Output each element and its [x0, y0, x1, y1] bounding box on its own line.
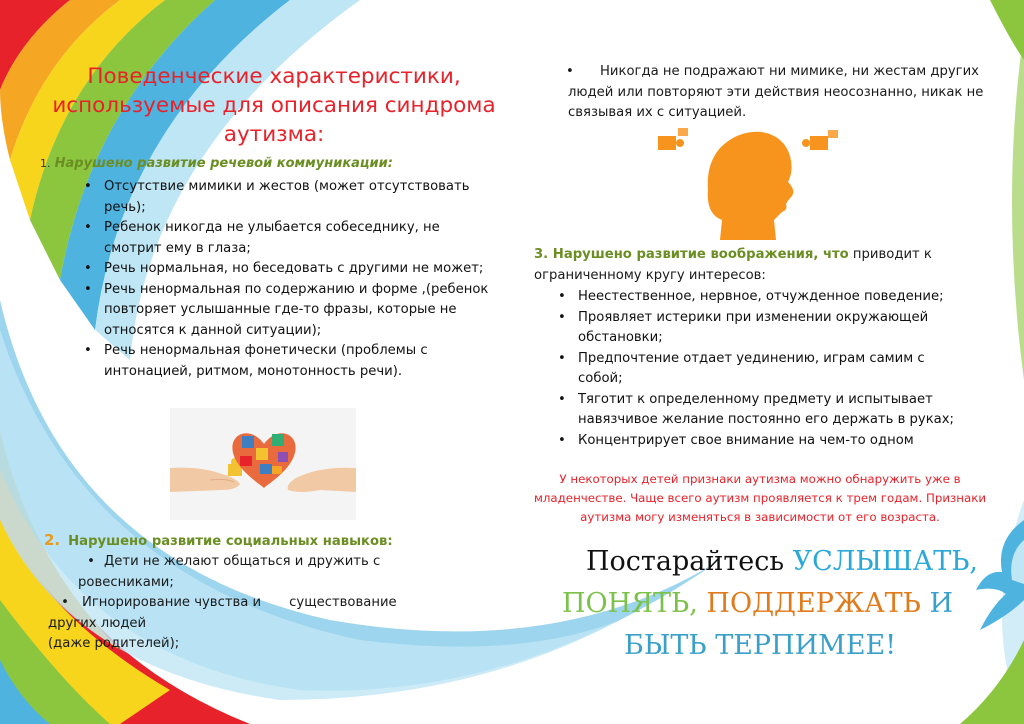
- section3-list: [552, 287, 972, 451]
- info-note: У некоторых детей признаки аутизма можно обнаружить уже в младенчестве. Чаще всего аутизм проявляется к трем годам. Признаки аутизма могу изменяться в зависимости от его возраста.: [533, 472, 986, 524]
- list-item: • Неестественное, нервное, отчужденное поведение;: [552, 287, 972, 308]
- slogan-word: ПОНЯТЬ,: [562, 588, 698, 619]
- list-item: • Отсутствие мимики и жестов (может отсутствовать речь);: [78, 177, 498, 218]
- section2-heading: [44, 531, 393, 549]
- section1-heading: [40, 156, 393, 171]
- right-top-text-span: Никогда не подражают ни мимике, ни жестам других людей или повторяют эти действия неосознанно, никак не связывая их с ситуацией.: [568, 64, 984, 120]
- list-item: • Ребенок никогда не улыбается собеседнику, не смотрит ему в глаза;: [78, 218, 498, 259]
- slogan-word: И: [929, 588, 954, 619]
- section3-title: 3. Нарушено развитие воображения, что: [534, 247, 849, 262]
- section1-number: 1.: [40, 157, 51, 170]
- list-item: • Предпочтение отдает уединению, играм самим с собой;: [552, 349, 972, 390]
- slogan-line-3: [624, 630, 896, 661]
- slogan-word: БЫТЬ ТЕРПИМЕЕ!: [624, 630, 897, 661]
- child-silhouette-image: [650, 124, 850, 240]
- list-item: • Речь ненормальная фонетически (проблемы с интонацией, ритмом, монотонность речи).: [78, 341, 498, 382]
- list-item: • Концентрирует свое внимание на чем-то одном: [552, 431, 972, 452]
- slogan-word: УСЛЫШАТЬ,: [792, 546, 978, 577]
- list-item: [48, 593, 478, 614]
- section1-title: Нарушено развитие речевой коммуникации:: [54, 156, 393, 171]
- bullet-icon: •: [61, 595, 69, 610]
- bullet-icon: •: [87, 554, 95, 569]
- section3-heading: [534, 245, 954, 286]
- section3-title-rest: приводит к ограниченному кругу интересов:: [534, 247, 932, 283]
- slogan-line-2: [562, 588, 953, 619]
- list-item: [78, 552, 478, 593]
- right-top-item: [568, 62, 988, 124]
- list-item: • Речь нормальная, но беседовать с другими не может;: [78, 259, 498, 280]
- puzzle-heart-image: [170, 408, 356, 520]
- list-item: • Тяготит к определенному предмету и испытывает навязчивое желание постоянно его держать в руках;: [552, 390, 972, 431]
- list-item-continuation: других людей: [48, 615, 147, 631]
- blue-bird-image: [956, 520, 1024, 640]
- slogan-word: ПОДДЕРЖАТЬ: [706, 588, 921, 619]
- list-item: • Проявляет истерики при изменении окружающей обстановки;: [552, 308, 972, 349]
- list-item-text: Дети не желают общаться и дружить с ровесниками;: [78, 554, 381, 590]
- right-top-text: [568, 62, 988, 124]
- list-item-text: существование: [289, 595, 397, 610]
- section2-number: 2.: [44, 531, 61, 549]
- page-title: Поведенческие характеристики, используемые для описания синдрома аутизма:: [52, 64, 496, 147]
- slogan-line-1: [586, 546, 978, 577]
- section2-list: [48, 552, 478, 655]
- list-item: • Речь ненормальная по содержанию и форме ,(ребенок повторяет услышанные где-то фразы, которые не относятся к данной ситуации);: [78, 280, 498, 342]
- bullet-icon: •: [566, 64, 574, 79]
- section1-list: [78, 177, 498, 382]
- list-item-text: Игнорирование чувства и: [82, 595, 262, 610]
- list-item-continuation: (даже родителей);: [48, 636, 180, 651]
- slogan-word: Постарайтесь: [586, 546, 785, 577]
- section2-title: Нарушено развитие социальных навыков:: [68, 534, 393, 549]
